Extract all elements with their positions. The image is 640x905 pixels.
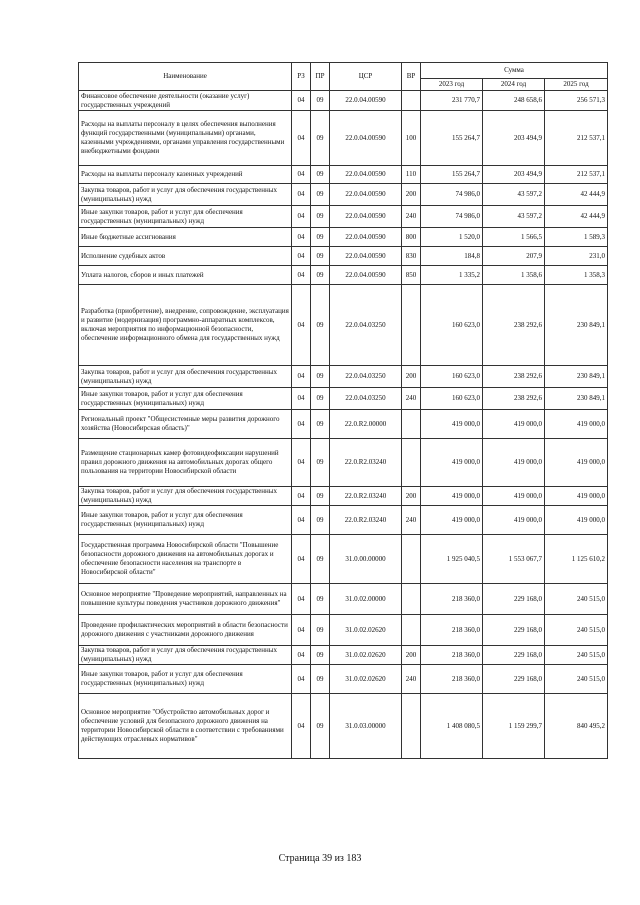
row-2024: 207,9: [483, 247, 545, 266]
row-name: Основное мероприятие "Проведение мероприятий, направленных на повышение культуры поведения участников дорожного движения": [79, 584, 292, 615]
row-vr: [402, 694, 421, 759]
row-vr: [402, 410, 421, 439]
row-2024: 419 000,0: [483, 410, 545, 439]
header-vr: ВР: [402, 63, 421, 91]
row-pr: 09: [311, 487, 330, 506]
row-2023: 419 000,0: [421, 439, 483, 487]
header-rz: РЗ: [292, 63, 311, 91]
row-2024: 419 000,0: [483, 487, 545, 506]
row-2024: 238 292,6: [483, 366, 545, 388]
table-row: [79, 206, 608, 228]
row-csr: 31.0.00.00000: [330, 535, 402, 584]
row-name: Региональный проект "Общесистемные меры развития дорожного хозяйства (Новосибирская область)": [79, 410, 292, 439]
row-vr: 200: [402, 366, 421, 388]
row-csr: 22.0.R2.03240: [330, 439, 402, 487]
page-number: Страница 39 из 183: [278, 853, 362, 864]
row-csr: 31.0.02.02620: [330, 615, 402, 646]
row-name: Исполнение судебных актов: [79, 247, 292, 266]
table-row: [79, 91, 608, 111]
row-2025: 419 000,0: [545, 439, 608, 487]
row-2025: 212 537,1: [545, 166, 608, 184]
row-vr: 200: [402, 646, 421, 665]
row-csr: 31.0.02.02620: [330, 646, 402, 665]
row-pr: 09: [311, 665, 330, 694]
row-2024: 419 000,0: [483, 439, 545, 487]
row-vr: 240: [402, 665, 421, 694]
row-2023: 160 623,0: [421, 285, 483, 366]
header-2025: 2025 год: [545, 79, 608, 91]
table-row: [79, 665, 608, 694]
table-row: [79, 111, 608, 166]
row-csr: 31.0.02.00000: [330, 584, 402, 615]
row-rz: 04: [292, 111, 311, 166]
row-pr: 09: [311, 615, 330, 646]
row-rz: 04: [292, 535, 311, 584]
row-csr: 22.0.04.03250: [330, 285, 402, 366]
row-pr: 09: [311, 266, 330, 285]
row-2025: 240 515,0: [545, 646, 608, 665]
row-name: Закупка товаров, работ и услуг для обеспечения государственных (муниципальных) нужд: [79, 366, 292, 388]
row-csr: 31.0.03.00000: [330, 694, 402, 759]
row-rz: 04: [292, 665, 311, 694]
table-row: [79, 166, 608, 184]
row-rz: 04: [292, 584, 311, 615]
row-2024: 1 566,5: [483, 228, 545, 247]
table-row: [79, 439, 608, 487]
row-vr: 830: [402, 247, 421, 266]
row-pr: 09: [311, 584, 330, 615]
row-rz: 04: [292, 166, 311, 184]
row-pr: 09: [311, 206, 330, 228]
row-2024: 248 658,6: [483, 91, 545, 111]
row-rz: 04: [292, 410, 311, 439]
row-pr: 09: [311, 166, 330, 184]
row-vr: 200: [402, 487, 421, 506]
table-row: [79, 228, 608, 247]
row-name: Иные закупки товаров, работ и услуг для обеспечения государственных (муниципальных) нужд: [79, 206, 292, 228]
row-2025: 256 571,3: [545, 91, 608, 111]
row-2025: 230 849,1: [545, 285, 608, 366]
row-2025: 230 849,1: [545, 388, 608, 410]
row-2023: 419 000,0: [421, 410, 483, 439]
row-2024: 229 168,0: [483, 665, 545, 694]
row-2025: 419 000,0: [545, 410, 608, 439]
row-vr: 110: [402, 166, 421, 184]
row-vr: [402, 535, 421, 584]
row-pr: 09: [311, 111, 330, 166]
row-name: Разработка (приобретение), внедрение, сопровождение, эксплуатация и развитие (модернизация) программно-аппаратных комплексов, включая мероприятия по информационной безопасности, обеспечение информационного обмена для государственных нужд: [79, 285, 292, 366]
row-rz: 04: [292, 184, 311, 206]
row-name: Размещение стационарных камер фотовидеофиксации нарушений правил дорожного движения на автомобильных дорогах общего пользования на территории Новосибирской области: [79, 439, 292, 487]
row-rz: 04: [292, 285, 311, 366]
row-csr: 31.0.02.02620: [330, 665, 402, 694]
row-2023: 1 335,2: [421, 266, 483, 285]
row-2025: 240 515,0: [545, 615, 608, 646]
row-vr: [402, 91, 421, 111]
table-row: [79, 646, 608, 665]
row-pr: 09: [311, 247, 330, 266]
row-2023: 184,8: [421, 247, 483, 266]
row-2023: 160 623,0: [421, 388, 483, 410]
table-row: [79, 410, 608, 439]
row-2023: 419 000,0: [421, 487, 483, 506]
row-2025: 240 515,0: [545, 584, 608, 615]
row-csr: 22.0.R2.03240: [330, 506, 402, 535]
row-2024: 419 000,0: [483, 506, 545, 535]
row-vr: [402, 285, 421, 366]
row-vr: 240: [402, 506, 421, 535]
row-2024: 1 553 067,7: [483, 535, 545, 584]
table-row: [79, 506, 608, 535]
row-csr: 22.0.04.00590: [330, 247, 402, 266]
row-pr: 09: [311, 184, 330, 206]
row-rz: 04: [292, 266, 311, 285]
row-name: Иные закупки товаров, работ и услуг для обеспечения государственных (муниципальных) нужд: [79, 506, 292, 535]
row-2023: 1 520,0: [421, 228, 483, 247]
row-2025: 1 358,3: [545, 266, 608, 285]
row-2023: 218 360,0: [421, 665, 483, 694]
row-csr: 22.0.R2.00000: [330, 410, 402, 439]
row-2025: 1 125 610,2: [545, 535, 608, 584]
row-pr: 09: [311, 285, 330, 366]
row-2023: 155 264,7: [421, 166, 483, 184]
row-2024: 229 168,0: [483, 646, 545, 665]
row-name: Иные закупки товаров, работ и услуг для обеспечения государственных (муниципальных) нужд: [79, 388, 292, 410]
table-row: [79, 247, 608, 266]
row-2023: 155 264,7: [421, 111, 483, 166]
row-2025: 231,0: [545, 247, 608, 266]
row-2025: 230 849,1: [545, 366, 608, 388]
row-csr: 22.0.04.03250: [330, 366, 402, 388]
row-rz: 04: [292, 228, 311, 247]
row-pr: 09: [311, 388, 330, 410]
row-rz: 04: [292, 694, 311, 759]
row-2024: 1 159 299,7: [483, 694, 545, 759]
row-csr: 22.0.R2.03240: [330, 487, 402, 506]
row-2025: 419 000,0: [545, 506, 608, 535]
row-2024: 43 597,2: [483, 184, 545, 206]
row-pr: 09: [311, 646, 330, 665]
row-name: Закупка товаров, работ и услуг для обеспечения государственных (муниципальных) нужд: [79, 487, 292, 506]
table-row: [79, 285, 608, 366]
row-vr: 850: [402, 266, 421, 285]
row-rz: 04: [292, 247, 311, 266]
row-vr: 200: [402, 184, 421, 206]
table-row: [79, 266, 608, 285]
row-name: Государственная программа Новосибирской области "Повышение безопасности дорожного движения на автомобильных дорогах и обеспечение безопасности населения на транспорте в Новосибирской области": [79, 535, 292, 584]
row-pr: 09: [311, 506, 330, 535]
row-vr: [402, 584, 421, 615]
row-name: Расходы на выплаты персоналу в целях обеспечения выполнения функций государственными (муниципальными) органами, казенными учреждениями, органами управления государственными внебюджетными фондами: [79, 111, 292, 166]
row-name: Иные бюджетные ассигнования: [79, 228, 292, 247]
row-2023: 218 360,0: [421, 584, 483, 615]
row-csr: 22.0.04.00590: [330, 91, 402, 111]
header-2023: 2023 год: [421, 79, 483, 91]
table-body: [79, 91, 608, 759]
row-pr: 09: [311, 694, 330, 759]
row-2024: 1 358,6: [483, 266, 545, 285]
row-name: Закупка товаров, работ и услуг для обеспечения государственных (муниципальных) нужд: [79, 184, 292, 206]
table-row: [79, 694, 608, 759]
row-2025: 419 000,0: [545, 487, 608, 506]
row-2024: 203 494,9: [483, 166, 545, 184]
row-csr: 22.0.04.00590: [330, 166, 402, 184]
row-vr: 240: [402, 206, 421, 228]
row-2023: 1 408 080,5: [421, 694, 483, 759]
row-2023: 218 360,0: [421, 615, 483, 646]
row-name: Иные закупки товаров, работ и услуг для обеспечения государственных (муниципальных) нужд: [79, 665, 292, 694]
row-vr: [402, 615, 421, 646]
row-csr: 22.0.04.00590: [330, 228, 402, 247]
table-row: [79, 535, 608, 584]
row-2024: 43 597,2: [483, 206, 545, 228]
row-name: Закупка товаров, работ и услуг для обеспечения государственных (муниципальных) нужд: [79, 646, 292, 665]
header-2024: 2024 год: [483, 79, 545, 91]
header-name: Наименование: [79, 63, 292, 91]
row-pr: 09: [311, 410, 330, 439]
row-2023: 218 360,0: [421, 646, 483, 665]
row-name: Уплата налогов, сборов и иных платежей: [79, 266, 292, 285]
row-rz: 04: [292, 366, 311, 388]
row-name: Расходы на выплаты персоналу казенных учреждений: [79, 166, 292, 184]
header-pr: ПР: [311, 63, 330, 91]
row-pr: 09: [311, 439, 330, 487]
row-2025: 42 444,9: [545, 184, 608, 206]
row-2025: 840 495,2: [545, 694, 608, 759]
budget-table: [78, 62, 608, 759]
row-name: Проведение профилактических мероприятий в области безопасности дорожного движения с участниками дорожного движения: [79, 615, 292, 646]
row-2025: 1 589,3: [545, 228, 608, 247]
row-pr: 09: [311, 535, 330, 584]
row-pr: 09: [311, 91, 330, 111]
row-2023: 160 623,0: [421, 366, 483, 388]
row-csr: 22.0.04.00590: [330, 266, 402, 285]
row-vr: 100: [402, 111, 421, 166]
row-rz: 04: [292, 487, 311, 506]
row-rz: 04: [292, 506, 311, 535]
row-2023: 231 770,7: [421, 91, 483, 111]
row-2024: 229 168,0: [483, 584, 545, 615]
row-rz: 04: [292, 206, 311, 228]
row-2024: 203 494,9: [483, 111, 545, 166]
row-2025: 212 537,1: [545, 111, 608, 166]
table-row: [79, 388, 608, 410]
row-2023: 74 986,0: [421, 184, 483, 206]
table-row: [79, 184, 608, 206]
row-csr: 22.0.04.00590: [330, 184, 402, 206]
row-2023: 74 986,0: [421, 206, 483, 228]
row-2024: 238 292,6: [483, 388, 545, 410]
row-2025: 240 515,0: [545, 665, 608, 694]
row-2023: 419 000,0: [421, 506, 483, 535]
table-row: [79, 487, 608, 506]
row-vr: [402, 439, 421, 487]
table-row: [79, 584, 608, 615]
header-sum: Сумма: [421, 63, 608, 79]
row-rz: 04: [292, 615, 311, 646]
row-rz: 04: [292, 646, 311, 665]
row-2024: 238 292,6: [483, 285, 545, 366]
row-name: Основное мероприятие "Обустройство автомобильных дорог и обеспечение условий для безопасного дорожного движения на территории Новосибирской области в соответствии с требованиями действующих отраслевых нормативов": [79, 694, 292, 759]
row-rz: 04: [292, 91, 311, 111]
row-vr: 800: [402, 228, 421, 247]
row-name: Финансовое обеспечение деятельности (оказание услуг) государственных учреждений: [79, 91, 292, 111]
row-rz: 04: [292, 388, 311, 410]
table-row: [79, 366, 608, 388]
row-csr: 22.0.04.00590: [330, 206, 402, 228]
row-2024: 229 168,0: [483, 615, 545, 646]
row-vr: 240: [402, 388, 421, 410]
table-row: [79, 615, 608, 646]
header-csr: ЦСР: [330, 63, 402, 91]
row-pr: 09: [311, 228, 330, 247]
row-2023: 1 925 040,5: [421, 535, 483, 584]
row-2025: 42 444,9: [545, 206, 608, 228]
row-pr: 09: [311, 366, 330, 388]
row-rz: 04: [292, 439, 311, 487]
row-csr: 22.0.04.00590: [330, 111, 402, 166]
row-csr: 22.0.04.03250: [330, 388, 402, 410]
